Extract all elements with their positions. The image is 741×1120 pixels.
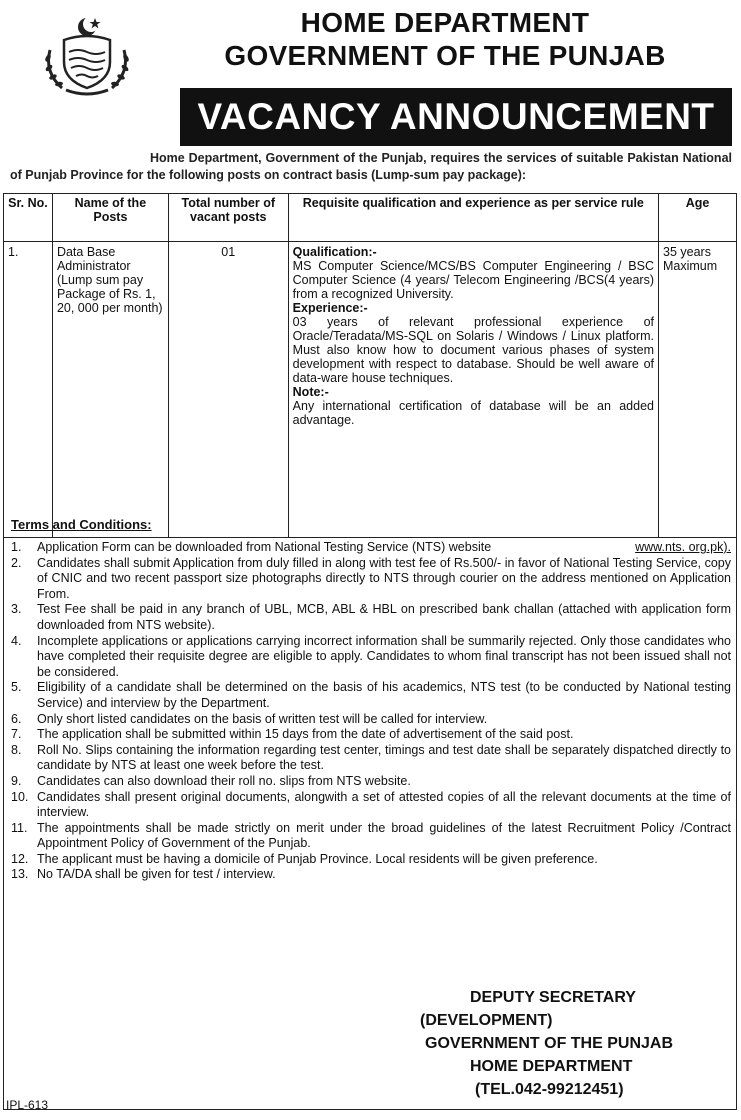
government-title: GOVERNMENT OF THE PUNJAB: [224, 40, 666, 71]
item-text: Eligibility of a candidate shall be determined on the basis of his academics, NTS test (to be conducted by National testing Service) and interview by the Department.: [37, 680, 731, 710]
qualification-text: MS Computer Science/MCS/BS Computer Engineering / BSC Computer Science (4 years/ Telecom Engineering /BCS(4 years) from a recognized University.: [292, 259, 654, 301]
item-number: 13.: [11, 867, 29, 882]
footer-code: IPL-613: [6, 1098, 49, 1112]
item-text: The application shall be submitted within 15 days from the date of advertisement of the said post.: [37, 727, 574, 742]
item-text: Candidates shall submit Application from duly filled in along with test fee of Rs.500/- in favor of National Testing Service, copy of CNIC and two recent passport size photographs directly to NTS through courier on the address mentioned on Application From.: [37, 555, 731, 601]
header: [0, 0, 741, 150]
cell-vacancies: 01: [168, 242, 288, 538]
terms-title: Terms and Conditions:: [11, 517, 152, 532]
list-item: [11, 727, 731, 743]
signatory-phone: (TEL.042-99212451): [475, 1081, 624, 1098]
cell-post-name: Data Base Administrator (Lump sum pay Package of Rs. 1, 20, 000 per month): [52, 242, 168, 538]
signatory-wing: (DEVELOPMENT): [420, 1012, 553, 1029]
item-number: 7.: [11, 727, 22, 742]
item-text: Test Fee shall be paid in any branch of UBL, MCB, ABL & HBL on prescribed bank challan (attached with application form downloaded from NTS website).: [37, 602, 731, 632]
item-text: Candidates can also download their roll no. slips from NTS website.: [37, 773, 411, 788]
item-number: 8.: [11, 742, 22, 757]
item-number: 10.: [11, 789, 29, 804]
cell-age: 35 years Maximum: [659, 242, 737, 538]
list-item: [11, 867, 731, 883]
item-number: 6.: [11, 711, 22, 726]
item-text: Roll No. Slips containing the information regarding test center, timings and test date shall be separately dispatched directly to candidate by NTS at least one week before the test.: [37, 742, 731, 773]
item-text: The appointments shall be made strictly on merit under the broad guidelines of the latest Recruitment Policy /Contract Appointment Policy of Government of the Punjab.: [37, 820, 731, 851]
list-item: [11, 680, 731, 711]
item-text: The applicant must be having a domicile of Punjab Province. Local residents will be given preference.: [37, 851, 598, 866]
item-number: 4.: [11, 633, 22, 648]
signature-block: [415, 986, 735, 1101]
cell-sr-no: 1.: [4, 242, 53, 538]
item-number: 2.: [11, 555, 22, 570]
department-title: HOME DEPARTMENT: [300, 7, 590, 38]
header-sr-no: Sr. No.: [4, 194, 53, 242]
item-number: 9.: [11, 773, 22, 788]
intro-text: Home Department, Government of the Punjab, requires the services of suitable Pakistan National of Punjab Province for the following posts on contract basis (Lump-sum pay package):: [10, 151, 732, 182]
table-header-row: [4, 194, 737, 242]
signatory-title: DEPUTY SECRETARY: [470, 989, 636, 1006]
item-text: Candidates shall present original documents, alongwith a set of attested copies of all the relevant documents at the time of interview.: [37, 789, 731, 820]
item-text: No TA/DA shall be given for test / interview.: [37, 867, 276, 882]
list-item: [11, 712, 731, 728]
header-post-name: Name of the Posts: [52, 194, 168, 242]
note-text: Any international certification of database will be an added advantage.: [292, 399, 654, 427]
experience-text: 03 years of relevant professional experience of Oracle/Teradata/MS-SQL on Solaris / Windows / Linux platform. Must also know how to document various phases of system development with respect to database. Should be well aware of data-ware house techniques.: [292, 315, 654, 385]
header-age: Age: [659, 194, 737, 242]
list-item: [11, 556, 731, 603]
header-vacancies: Total number of vacant posts: [168, 194, 288, 242]
item-number: 11.: [11, 820, 28, 835]
header-qualification: Requisite qualification and experience as per service rule: [288, 194, 658, 242]
table-row: [4, 242, 737, 538]
punjab-emblem-icon: [22, 10, 152, 100]
item-number: 1.: [11, 540, 22, 554]
nts-website-link[interactable]: www.nts. org.pk).: [635, 540, 731, 554]
terms-list: [11, 540, 731, 883]
vacancy-banner: VACANCY ANNOUNCEMENT: [180, 88, 732, 146]
intro-paragraph: [10, 150, 732, 184]
list-item: [11, 852, 731, 868]
list-item: [11, 634, 731, 681]
qualification-heading: Qualification:-: [292, 245, 377, 259]
item-number: 5.: [11, 680, 22, 695]
signatory-government: GOVERNMENT OF THE PUNJAB: [425, 1035, 674, 1052]
item-text: Only short listed candidates on the basis of written test will be called for interview.: [37, 711, 488, 726]
item-number: 12.: [11, 851, 29, 866]
list-item: [11, 602, 731, 633]
list-item: [11, 790, 731, 821]
cell-qualification: [288, 242, 658, 538]
item-text: Application Form can be downloaded from National Testing Service (NTS) website: [37, 540, 492, 554]
item-text: Incomplete applications or applications carrying incorrect information shall be summarily rejected. Only those candidates who have completed their requisite degree are eligible to apply. Candidates to whom final transcript has not been issued shall not be considered.: [37, 633, 731, 679]
list-item: [11, 743, 731, 774]
list-item: [11, 821, 731, 852]
list-item: [11, 540, 731, 556]
experience-heading: Experience:-: [292, 301, 368, 315]
note-heading: Note:-: [292, 385, 329, 399]
list-item: [11, 774, 731, 790]
signatory-department: HOME DEPARTMENT: [470, 1058, 633, 1075]
item-number: 3.: [11, 602, 22, 617]
posts-table: [3, 193, 737, 538]
